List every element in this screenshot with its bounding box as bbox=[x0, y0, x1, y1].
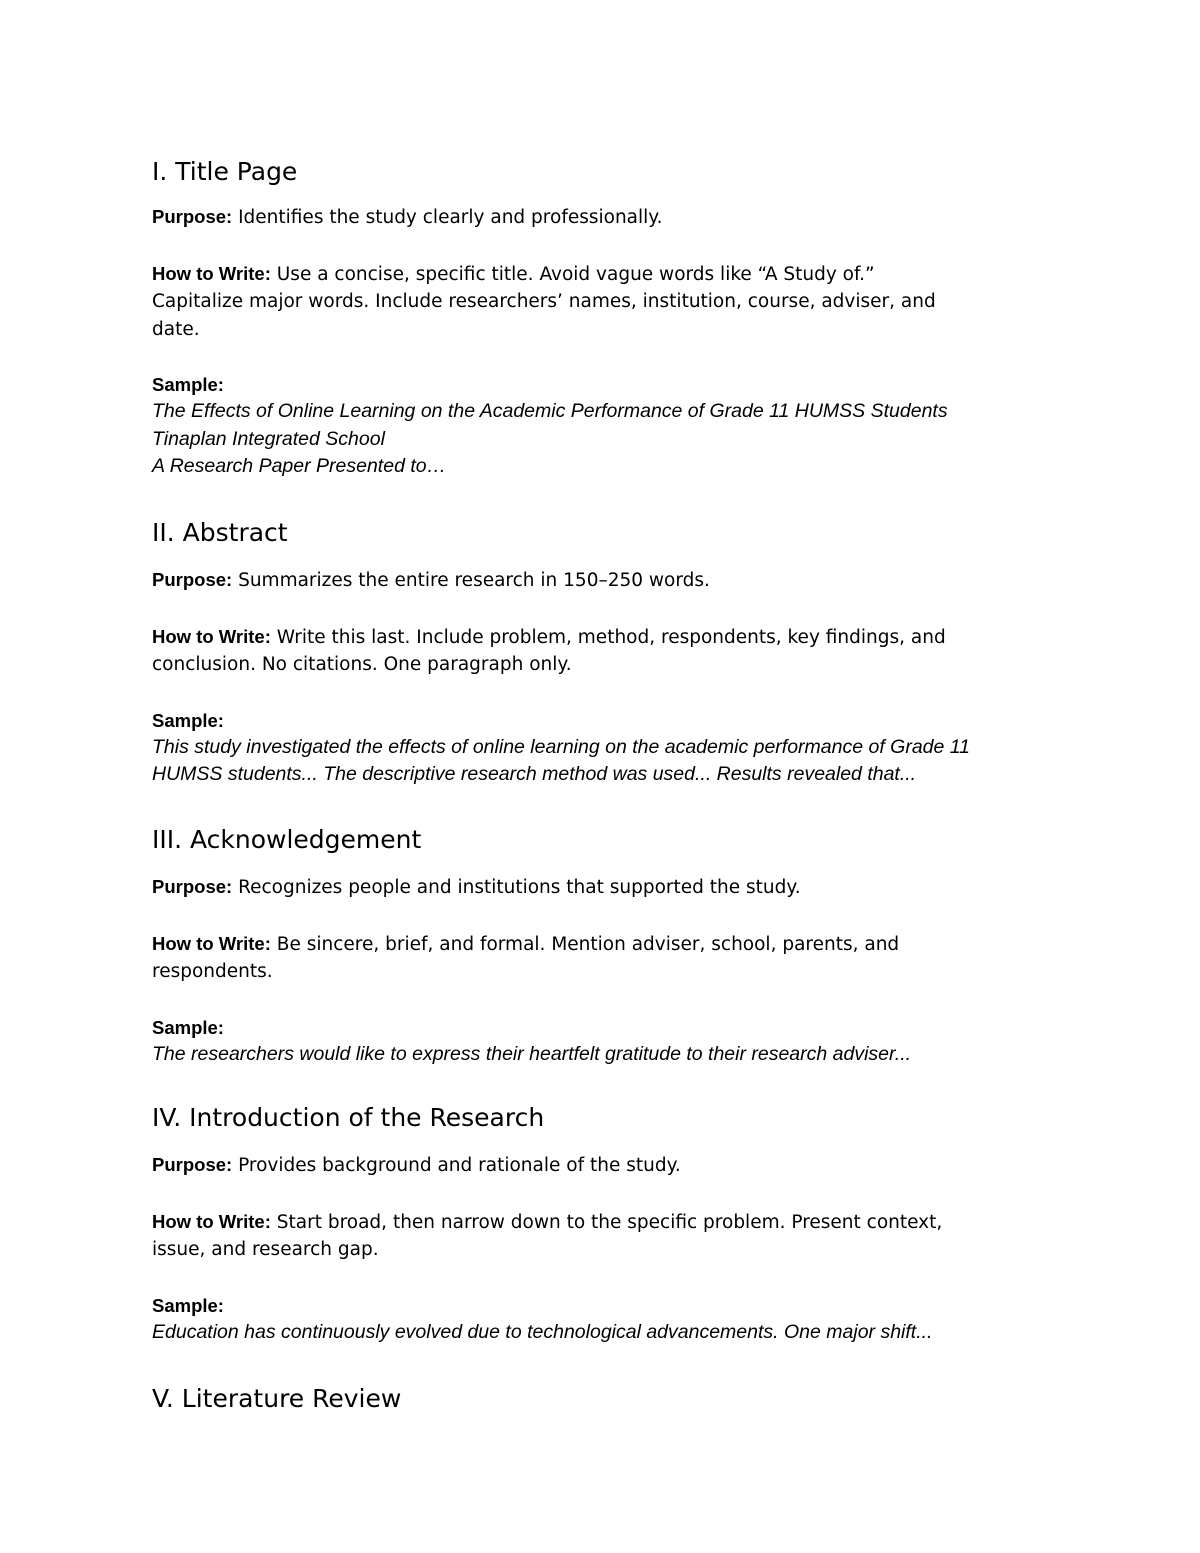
how-to-write-line: Start broad, then narrow down to the specific problem. Present context, bbox=[276, 1211, 943, 1233]
how-to-write-paragraph bbox=[152, 930, 1052, 986]
section-introduction bbox=[152, 1103, 1052, 1346]
purpose-label: Purpose: bbox=[152, 1154, 233, 1175]
how-to-write-paragraph bbox=[152, 623, 1052, 679]
sample-label: Sample: bbox=[152, 1016, 224, 1038]
section-abstract bbox=[152, 518, 1052, 789]
purpose-text: Provides background and rationale of the study. bbox=[238, 1155, 681, 1176]
sample-label: Sample: bbox=[152, 1294, 224, 1316]
section-heading: V. Literature Review bbox=[152, 1384, 402, 1413]
how-to-write-line: Use a concise, specific title. Avoid vague words like “A Study of.” bbox=[276, 263, 875, 285]
how-to-write-paragraph bbox=[152, 1208, 1052, 1264]
section-title-page bbox=[152, 157, 1052, 481]
section-heading: I. Title Page bbox=[152, 157, 298, 186]
how-to-write-line: issue, and research gap. bbox=[152, 1239, 379, 1260]
purpose-paragraph bbox=[152, 566, 1052, 595]
section-literature-review bbox=[152, 1384, 1052, 1414]
sample-line: HUMSS students... The descriptive research method was used... Results revealed that... bbox=[152, 763, 917, 785]
sample-label: Sample: bbox=[152, 374, 224, 395]
sample-line: Tinaplan Integrated School bbox=[152, 427, 385, 450]
sample-line: Education has continuously evolved due to technological advancements. One major shift... bbox=[152, 1320, 933, 1343]
purpose-paragraph bbox=[152, 1151, 1052, 1180]
how-to-write-line: date. bbox=[152, 318, 200, 340]
sample-line: A Research Paper Presented to… bbox=[152, 455, 447, 477]
purpose-label: Purpose: bbox=[152, 569, 233, 590]
sample-line: The researchers would like to express their heartfelt gratitude to their research adviser... bbox=[152, 1042, 912, 1065]
how-to-write-line: Be sincere, brief, and formal. Mention adviser, school, parents, and bbox=[276, 933, 900, 955]
section-heading: II. Abstract bbox=[152, 518, 288, 547]
section-acknowledgement bbox=[152, 825, 1052, 1068]
sample-line: The Effects of Online Learning on the Academic Performance of Grade 11 HUMSS Students bbox=[152, 400, 948, 422]
how-to-write-label: How to Write: bbox=[152, 262, 271, 284]
purpose-paragraph bbox=[152, 873, 1052, 902]
sample-label: Sample: bbox=[152, 709, 224, 731]
purpose-label: Purpose: bbox=[152, 206, 233, 227]
how-to-write-line: Capitalize major words. Include researchers’ names, institution, course, adviser, and bbox=[152, 291, 936, 312]
how-to-write-label: How to Write: bbox=[152, 932, 271, 954]
how-to-write-line: Write this last. Include problem, method, respondents, key findings, and bbox=[276, 626, 946, 648]
purpose-text: Recognizes people and institutions that supported the study. bbox=[238, 877, 801, 898]
how-to-write-label: How to Write: bbox=[152, 625, 271, 647]
section-heading: IV. Introduction of the Research bbox=[152, 1103, 545, 1132]
how-to-write-paragraph bbox=[152, 260, 1052, 344]
purpose-text: Summarizes the entire research in 150–250 words. bbox=[238, 570, 710, 591]
purpose-label: Purpose: bbox=[152, 876, 233, 897]
how-to-write-line: conclusion. No citations. One paragraph only. bbox=[152, 654, 572, 675]
purpose-text: Identifies the study clearly and professionally. bbox=[238, 207, 663, 228]
sample-line: This study investigated the effects of online learning on the academic performance of Grade 11 bbox=[152, 735, 971, 758]
how-to-write-line: respondents. bbox=[152, 961, 273, 982]
section-heading: III. Acknowledgement bbox=[152, 825, 422, 854]
how-to-write-label: How to Write: bbox=[152, 1210, 271, 1232]
purpose-paragraph bbox=[152, 203, 1052, 232]
